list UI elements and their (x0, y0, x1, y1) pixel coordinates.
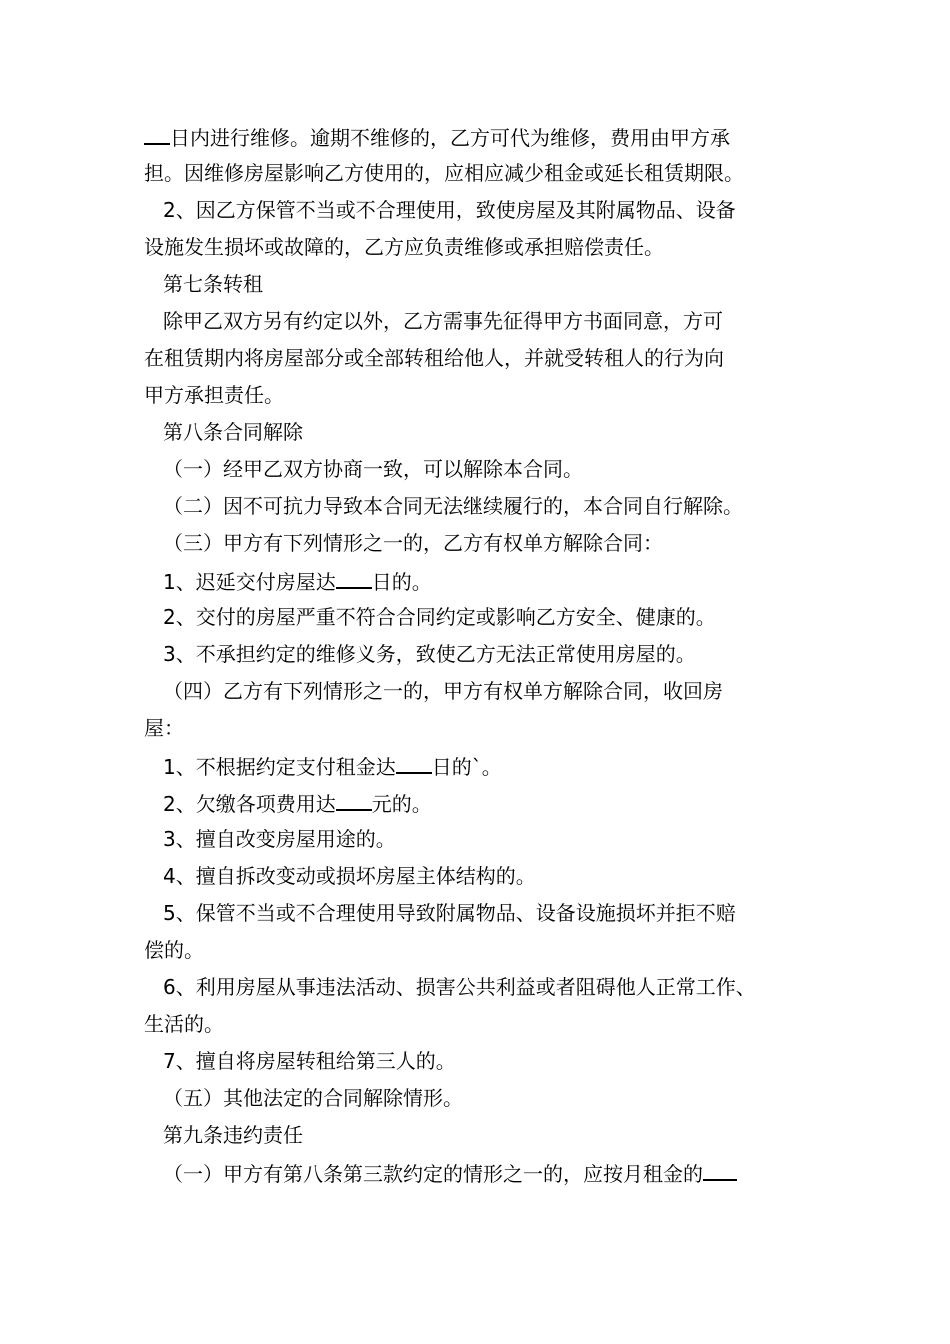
fill-in-blank (336, 562, 372, 589)
line-text: 第七条转租 (163, 272, 263, 296)
line-text: （三）甲方有下列情形之一的，乙方有权单方解除合同： (163, 531, 663, 555)
text-line-23 (144, 932, 204, 969)
fill-in-blank (396, 747, 432, 774)
line-text: 甲方承担责任。 (144, 383, 284, 407)
text-line-25 (144, 1006, 224, 1043)
text-line-24 (163, 969, 756, 1006)
line-text: 偿的。 (144, 938, 204, 962)
line-text: （一）经甲乙双方协商一致，可以解除本合同。 (163, 457, 583, 481)
line-text: 5、保管不当或不合理使用导致附属物品、设备设施损坏并拒不赔 (163, 901, 736, 925)
text-line-22 (163, 895, 736, 932)
text-line-1 (144, 118, 730, 155)
line-text: 设施发生损坏或故障的，乙方应负责维修或承担赔偿责任。 (144, 235, 664, 259)
text-line-10 (163, 451, 583, 488)
text-line-2 (144, 155, 744, 192)
line-text-post: 日内进行维修。逾期不维修的，乙方可代为维修，费用由甲方承 (170, 126, 730, 150)
text-line-19 (163, 784, 432, 821)
line-text: 2、因乙方保管不当或不合理使用，致使房屋及其附属物品、设备 (163, 198, 736, 222)
line-text-pre: 1、迟延交付房屋达 (163, 570, 336, 594)
section-heading-7 (163, 266, 263, 303)
line-text-post: 元的。 (371, 792, 432, 816)
text-line-26 (163, 1043, 456, 1080)
text-line-7 (144, 340, 724, 377)
line-text: （二）因不可抗力导致本合同无法继续履行的，本合同自行解除。 (163, 494, 743, 518)
text-line-11 (163, 488, 743, 525)
line-text: 屋： (144, 716, 184, 740)
fill-in-blank (336, 784, 372, 811)
line-text-pre: 2、欠缴各项费用达 (163, 792, 336, 816)
fill-in-blank (144, 118, 170, 145)
text-line-15 (163, 636, 696, 673)
line-text: 7、擅自将房屋转租给第三人的。 (163, 1049, 456, 1073)
text-line-16 (163, 673, 723, 710)
text-line-4 (144, 229, 664, 266)
line-text: 4、擅自拆改变动或损坏房屋主体结构的。 (163, 864, 536, 888)
text-line-29 (163, 1154, 737, 1191)
line-text-pre: （一）甲方有第八条第三款约定的情形之一的，应按月租金的 (163, 1162, 703, 1186)
text-line-21 (163, 858, 536, 895)
line-text: （五）其他法定的合同解除情形。 (163, 1086, 463, 1110)
line-text: 6、利用房屋从事违法活动、损害公共利益或者阻碍他人正常工作、 (163, 975, 756, 999)
line-text: 3、不承担约定的维修义务，致使乙方无法正常使用房屋的。 (163, 642, 696, 666)
section-heading-9 (163, 1117, 303, 1154)
text-line-12 (163, 525, 663, 562)
line-text-post: 日的`。 (431, 755, 502, 779)
text-line-27 (163, 1080, 463, 1117)
text-line-14 (163, 599, 716, 636)
text-line-20 (163, 821, 396, 858)
text-line-8 (144, 377, 284, 414)
line-text: 担。因维修房屋影响乙方使用的，应相应减少租金或延长租赁期限。 (144, 161, 744, 185)
line-text-pre: 1、不根据约定支付租金达 (163, 755, 396, 779)
text-line-18 (163, 747, 502, 784)
section-heading-8 (163, 414, 303, 451)
text-line-17 (144, 710, 184, 747)
text-line-13 (163, 562, 432, 599)
line-text: 第八条合同解除 (163, 420, 303, 444)
line-text: 在租赁期内将房屋部分或全部转租给他人，并就受转租人的行为向 (144, 346, 724, 370)
line-text: 除甲乙双方另有约定以外，乙方需事先征得甲方书面同意，方可 (163, 309, 723, 333)
line-text: 生活的。 (144, 1012, 224, 1036)
fill-in-blank (703, 1154, 737, 1181)
text-line-6 (163, 303, 723, 340)
text-line-3 (163, 192, 736, 229)
line-text: 3、擅自改变房屋用途的。 (163, 827, 396, 851)
line-text: 第九条违约责任 (163, 1123, 303, 1147)
line-text-post: 日的。 (371, 570, 432, 594)
line-text: 2、交付的房屋严重不符合合同约定或影响乙方安全、健康的。 (163, 605, 716, 629)
line-text: （四）乙方有下列情形之一的，甲方有权单方解除合同，收回房 (163, 679, 723, 703)
